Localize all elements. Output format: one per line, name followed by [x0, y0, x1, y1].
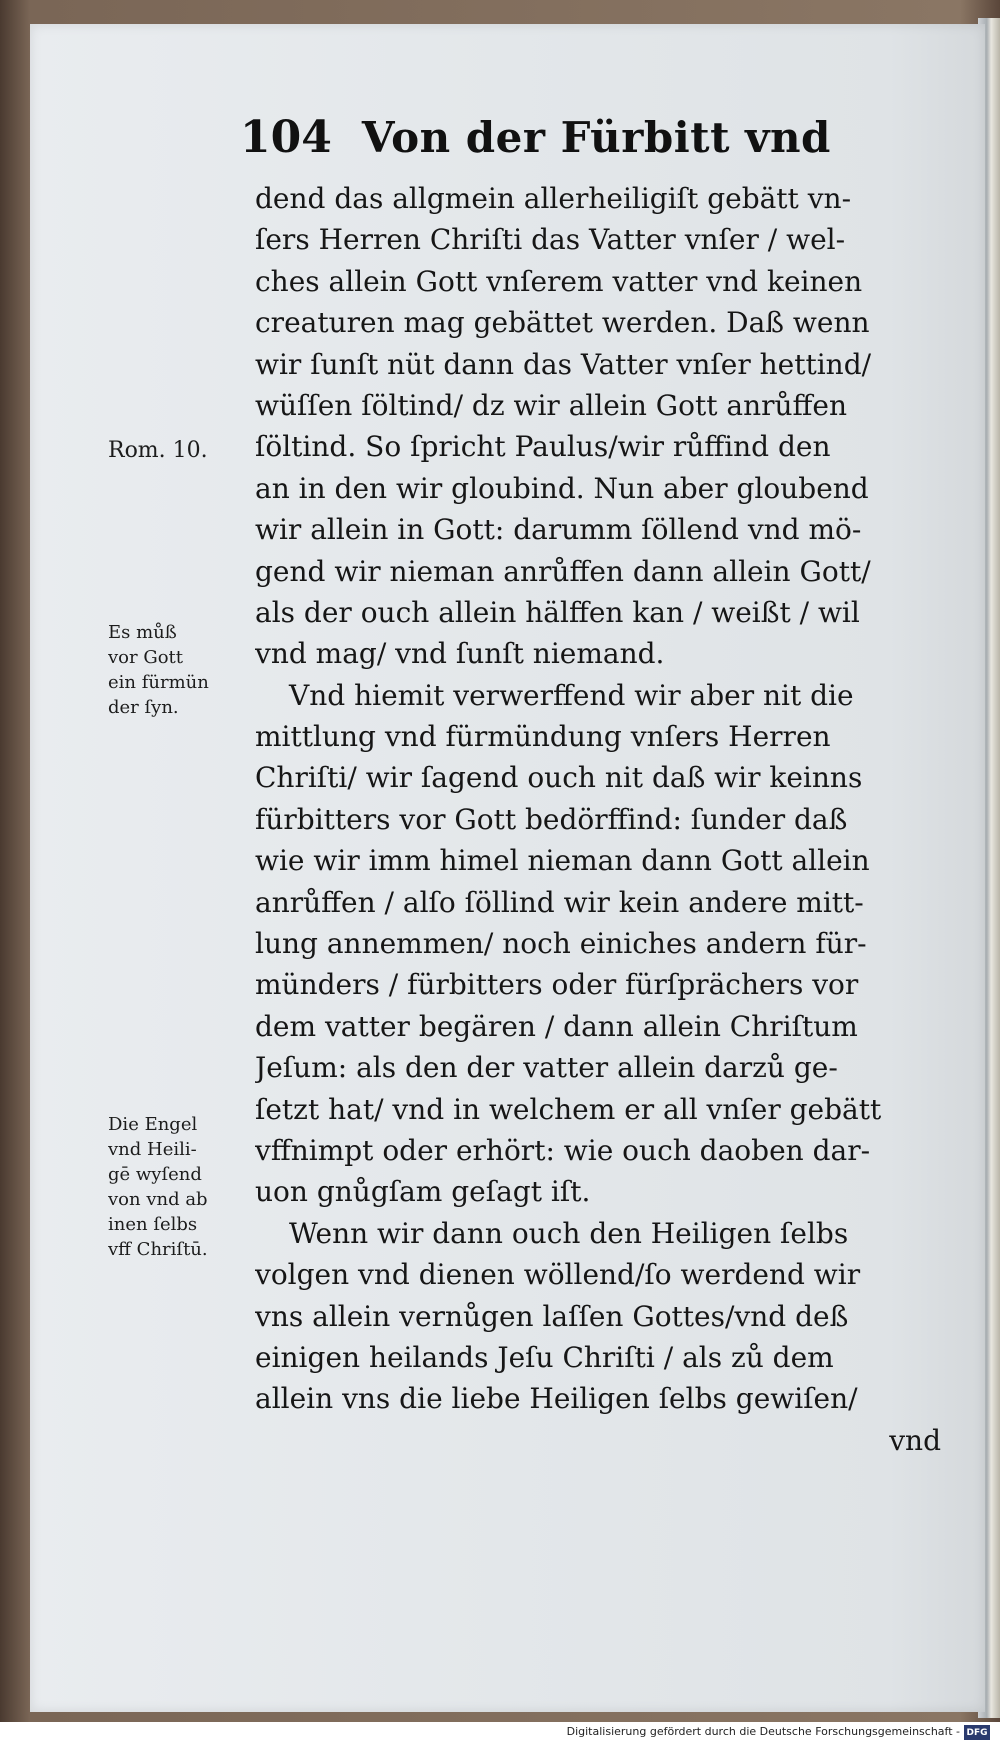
text-line: uon gnůgſam geſagt iſt. [255, 1175, 591, 1209]
text-line: Vnd hiemit verwerffend wir aber nit die [289, 678, 854, 712]
text-line: creaturen mag gebättet werden. Daß wenn [255, 306, 870, 340]
text-line: mittlung vnd fürmündung vnſers Herren [255, 720, 831, 754]
catchword: vnd [889, 1423, 941, 1457]
text-line: Jeſum: als den der vatter allein darzů ge- [255, 1051, 838, 1085]
text-line: vnd mag/ vnd ſunſt niemand. [255, 637, 665, 671]
text-line: wie wir imm himel nieman dann Gott allein [255, 844, 870, 878]
margin-note-line: ein fürmün [108, 672, 209, 693]
margin-note-line: vff Chriſtū. [108, 1239, 208, 1260]
margin-note-line: der ſyn. [108, 697, 179, 718]
text-line: vffnimpt oder erhört: wie ouch daoben dar- [255, 1133, 871, 1167]
margin-note-line: inen ſelbs [108, 1214, 198, 1235]
text-line: ſetzt hat/ vnd in welchem er all vnſer gebätt [255, 1092, 882, 1126]
funding-credit: Digitalisierung gefördert durch die Deutsche Forschungsgemeinschaft - [566, 1725, 960, 1738]
footer-strip [0, 1722, 1000, 1745]
text-line: anrůffen / alſo ſöllind wir kein andere mitt- [255, 885, 864, 919]
text-line: lung annemmen/ noch einiches andern für- [255, 927, 867, 961]
body-text [255, 178, 945, 1461]
margin-note-1 [108, 620, 248, 720]
text-line: Wenn wir dann ouch den Heiligen ſelbs [289, 1216, 849, 1250]
margin-note-line: vor Gott [108, 647, 184, 668]
text-line: dend das allgmein allerheiligiſt gebätt vn- [255, 182, 852, 215]
text-line: als der ouch allein hälffen kan / weißt / wil [255, 595, 860, 629]
text-line: wir allein in Gott: darumm ſöllend vnd mö- [255, 513, 862, 547]
margin-note-line: gē wyſend [108, 1164, 202, 1185]
text-line: vns allein vernůgen laſſen Gottes/vnd deß [255, 1299, 849, 1333]
text-line: einigen heilands Jeſu Chriſti / als zů dem [255, 1340, 834, 1374]
running-head: Von der Fürbitt vnd [361, 113, 831, 162]
page-header [240, 112, 840, 172]
margin-note-line: Es můß [108, 622, 177, 643]
text-line: an in den wir gloubind. Nun aber gloubend [255, 471, 869, 505]
text-line: wüſſen ſöltind/ dz wir allein Gott anrůffen [255, 388, 848, 422]
text-line: ſers Herren Chriſti das Vatter vnſer / wel- [255, 223, 846, 257]
text-line: ſöltind. So ſpricht Paulus/wir růffind den [255, 430, 831, 464]
margin-reference: Rom. 10. [108, 438, 208, 463]
margin-note-2 [108, 1112, 248, 1262]
text-line: wir ſunſt nüt dann das Vatter vnſer hettind/ [255, 347, 872, 381]
margin-note-line: vnd Heili- [108, 1139, 197, 1160]
text-line: ches allein Gott vnſerem vatter vnd keinen [255, 264, 863, 298]
page-number: 104 [240, 112, 332, 163]
text-line: dem vatter begären / dann allein Chriſtum [255, 1009, 858, 1043]
text-line: fürbitters vor Gott bedörffind: ſunder daß [255, 802, 848, 836]
text-line: Chriſti/ wir ſagend ouch nit daß wir keinns [255, 761, 863, 795]
text-line: münders / fürbitters oder fürſprächers vor [255, 968, 859, 1002]
dfg-logo-icon: DFG [964, 1725, 990, 1740]
text-line: volgen vnd dienen wöllend/ſo werdend wir [255, 1258, 861, 1292]
margin-note-line: von vnd ab [108, 1189, 208, 1210]
margin-note-line: Die Engel [108, 1114, 198, 1135]
text-line: gend wir nieman anrůffen dann allein Gott/ [255, 554, 871, 588]
text-line: allein vns die liebe Heiligen ſelbs gewiſen/ [255, 1382, 858, 1416]
